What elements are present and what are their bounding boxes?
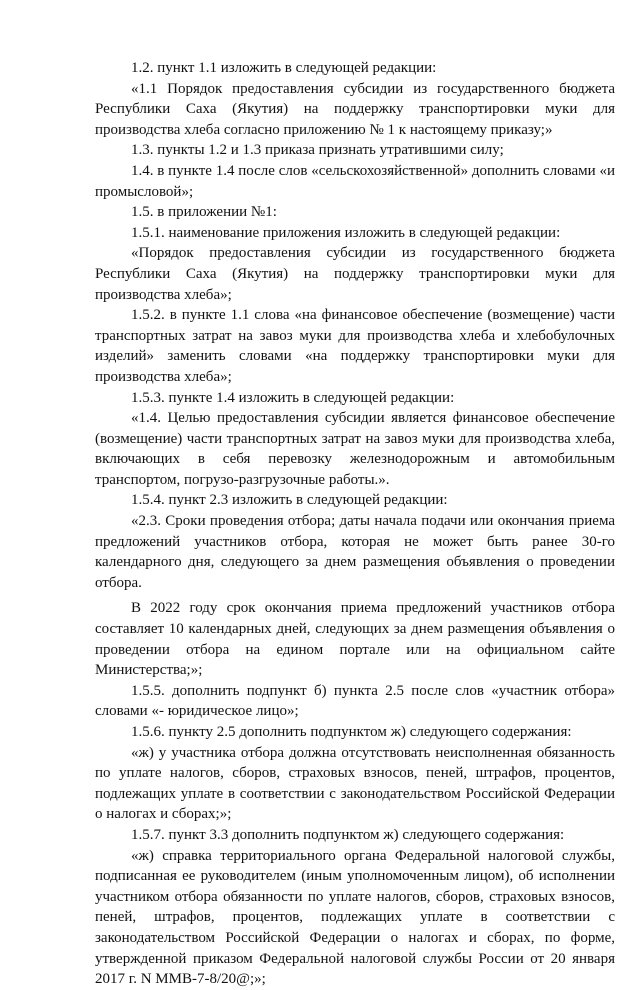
paragraph-1-5-5: 1.5.5. дополнить подпункт б) пункта 2.5 после слов «участник отбора» словами «- юридическое лицо»; [95, 682, 615, 720]
paragraph-1-5-4: 1.5.4. пункт 2.3 изложить в следующей редакции: [131, 492, 448, 509]
paragraph-1-4: 1.4. в пункте 1.4 после слов «сельскохозяйственной» дополнить словами «и промысловой»; [95, 162, 615, 200]
paragraph-quote-2-3: «2.3. Сроки проведения отбора; даты начала подачи или окончания приема предложений участников отбора, которая не может быть ранее 30-го календарного дня, следующего за днем размещения объявления о проведении отбора. [95, 513, 615, 591]
paragraph-1-3: 1.3. пункты 1.2 и 1.3 приказа признать утратившими силу; [131, 142, 504, 159]
paragraph-1-5-7: 1.5.7. пункт 3.3 дополнить подпунктом ж) следующего содержания: [131, 826, 565, 843]
paragraph-1-5-2: 1.5.2. в пункте 1.1 слова «на финансовое обеспечение (возмещение) части транспортных затрат на завоз муки для производства хлеба и хлебобулочных изделий» заменить словами «на поддержку транспортировки муки для производства хлеба»; [95, 307, 615, 385]
paragraph-1-5-6: 1.5.6. пункту 2.5 дополнить подпунктом ж) следующего содержания: [131, 724, 572, 740]
paragraph-quote-zh-2: «ж) справка территориального органа Федеральной налоговой службы, подписанная ее руководителем (иным уполномоченным лицом), об исполнении участником отбора обязанности по уплате налогов, сборов, страховых взносов, пеней, штрафов, процентов, подлежащих уплате в соответствии с законодательством Российской Федерации о налогах и сборах, по форме, утвержденной приказом Федеральной налоговой службы России от 20 января 2017 г. N ММВ-7-8/20@;»; [95, 847, 615, 988]
paragraph-quote-1-4: «1.4. Целью предоставления субсидии является финансовое обеспечение (возмещение) части транспортных затрат на завоз муки для производства хлеба, включающих в себя перевозку железнодорожным и автомобильным транспортом, погрузо-разгрузочные работы.». [95, 410, 615, 488]
paragraph-quote-title: «Порядок предоставления субсидии из государственного бюджета Республики Саха (Якутия) на поддержку транспортировки муки для производства хлеба»; [95, 245, 615, 303]
paragraph-quote-1-1: «1.1 Порядок предоставления субсидии из государственного бюджета Республики Саха (Якутия) на поддержку транспортировки муки для производства хлеба согласно приложению № 1 к настоящему приказу;» [95, 80, 615, 138]
paragraph-1-5-3: 1.5.3. пункте 1.4 изложить в следующей редакции: [131, 389, 455, 406]
paragraph-1-2: 1.2. пункт 1.1 изложить в следующей редакции: [131, 60, 437, 76]
document-body [95, 58, 615, 990]
paragraph-2022: В 2022 году срок окончания приема предложений участников отбора составляет 10 календарных дней, следующих за днем размещения объявления о проведении отбора на едином портале или на официальном сайте Министерства;»; [95, 600, 615, 679]
paragraph-1-5: 1.5. в приложении №1: [131, 204, 277, 221]
paragraph-quote-zh-1: «ж) у участника отбора должна отсутствовать неисполненная обязанность по уплате налогов, сборов, страховых взносов, пеней, штрафов, процентов, подлежащих уплате в соответствии с законодательством Российской Федерации о налогах и сборах;»; [95, 744, 615, 823]
paragraph-1-5-1: 1.5.1. наименование приложения изложить в следующей редакции: [131, 224, 561, 241]
